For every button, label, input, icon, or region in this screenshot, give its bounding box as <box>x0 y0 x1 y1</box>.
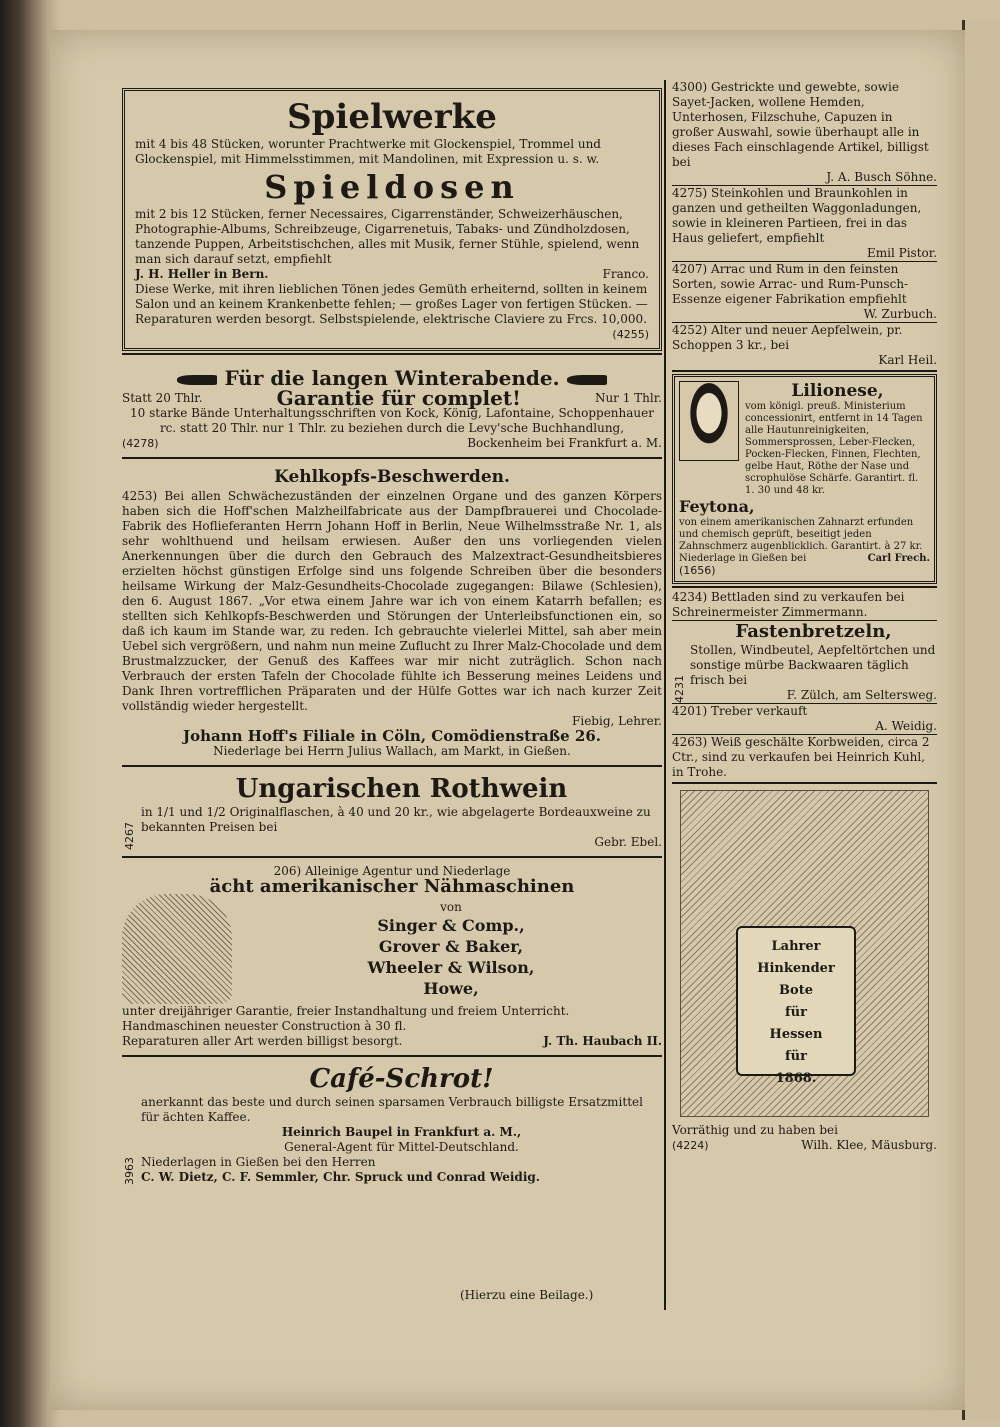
ad-kehlkopf <box>122 461 662 763</box>
naeh-maker: Howe, <box>423 978 479 998</box>
almanac-line: Lahrer <box>771 939 821 954</box>
cafe-num: 3963 <box>123 1157 136 1185</box>
naeh-von: von <box>440 899 462 914</box>
almanac-line: Hessen <box>769 1027 823 1042</box>
divider <box>672 370 937 372</box>
almanac-scroll <box>736 926 856 1086</box>
almanac-num: (4224) <box>672 1139 709 1152</box>
winter-garantie: Garantie für complet! <box>276 386 521 410</box>
spielwerke-seller: J. H. Heller in Bern. <box>135 267 269 281</box>
kehl-signer: Fiebig, Lehrer. <box>572 714 662 728</box>
cafe-nied: Niederlagen in Gießen bei den Herren <box>141 1155 376 1169</box>
naeh-hand: Handmaschinen neuester Construction à 30 fl. <box>122 1019 407 1033</box>
ad-4207-seller: W. Zurbuch. <box>863 307 937 321</box>
winter-place: Bockenheim bei Frankfurt a. M. <box>467 436 662 450</box>
cafe-text: anerkannt das beste und durch seinen sparsamen Verbrauch billigste Ersatzmittel für ächten Kaffee. <box>141 1095 643 1124</box>
ad-4201: 4201) Treber verkauft <box>672 704 808 718</box>
cafe-maker: Heinrich Baupel in Frankfurt a. M., <box>281 1125 522 1139</box>
spieldosen-title: Spieldosen <box>264 168 520 206</box>
fasten-text: Stollen, Windbeutel, Aepfeltörtchen und sonstige mürbe Backwaaren täglich frisch bei <box>690 643 936 687</box>
lilionese-seller: Carl Frech. <box>867 553 930 564</box>
footer-note: (Hierzu eine Beilage.) <box>460 1288 594 1302</box>
column-divider <box>664 80 666 1310</box>
ad-ungarisch <box>122 769 662 854</box>
cafe-title: Café-Schrot! <box>309 1064 494 1094</box>
almanac-line: 1868. <box>775 1071 817 1086</box>
kehl-text: 4253) Bei allen Schwächezuständen der einzelnen Organe und des ganzen Körpers haben sich die Hoff'schen Malzheilfabricate aus der Dampfbrauerei und Chocolade-Fabrik des Hoflieferanten Herrn Johann Hoff in Berlin, Neue Wilhelmsstraße Nr. 1, als sehr wohlthuend und heilsam erwiesen. Außer den uns vorliegenden vielen Anerkennungen über die durch den Gebrauch des Malzextract-Gesundheitsbieres erzielten höchst günstigen Erfolge sind uns folgende Schreiben über die besonders heilsame Wirkung der Malz-Gesundheits-Chocolade zugegangen: Bilawe (Schlesien), den 6. August 1867. „Vor etwa einem Jahre war ich von einem Katarrh befallen; es stellten sich Kehlkopfs-Beschwerden und Störungen der Unterleibsfunctionen ein, so daß ich kaum im Stande war, zu reden. Ich gebrauchte vielerlei Mittel, sah aber mein Uebel sich vergrößern, und nahm nun meine Zuflucht zu Ihrer Malz-Chocolade und dem Brustmalzzucker, der Genuß des Kaffees war mir nicht zuträglich. Schon nach Verbrauch der ersten Tafeln der Chocolade fühlte ich Besserung meines Leidens und Dank Ihren vortrefflichen Präparaten und der Hülfe Gottes war ich nach kurzer Zeit vollständig wieder hergestellt. <box>122 489 662 713</box>
ungar-text: in 1/1 und 1/2 Originalflaschen, à 40 und 20 kr., wie abgelagerte Bordeauxweine zu bekannten Preisen bei <box>141 805 651 834</box>
ad-spielwerke <box>122 88 662 351</box>
divider <box>122 353 662 355</box>
winter-title: Für die langen Winterabende. <box>224 366 560 390</box>
ungar-seller: Gebr. Ebel. <box>594 835 662 849</box>
fasten-seller: F. Zülch, am Seltersweg. <box>786 688 937 702</box>
fasten-num: 4231 <box>673 675 686 703</box>
ungar-title: Ungarischen Rothwein <box>235 774 568 804</box>
kehl-filiale: Johann Hoff's Filiale in Cöln, Comödienstraße 26. <box>183 727 601 745</box>
naeh-head: 206) Alleinige Agentur und Niederlage <box>273 864 511 878</box>
almanac-seller: Wilh. Klee, Mäusburg. <box>801 1138 937 1152</box>
spielwerke-line1: mit 4 bis 48 Stücken, worunter Prachtwerke mit Glockenspiel, Trommel und Glockenspiel, mit Himmelsstimmen, mit Mandolinen, mit Expression u. s. w. <box>135 137 601 166</box>
ad-4300: 4300) Gestrickte und gewebte, sowie Sayet-Jacken, wollene Hemden, Unterhosen, Filzschuhe, Capuzen in großer Auswahl, sowie überhaupt alle in dieses Fach einschlagende Artikel, billigst bei <box>672 80 929 169</box>
spielwerke-line3: Diese Werke, mit ihren lieblichen Tönen jedes Gemüth erheiternd, sollten in keinem Salon und an keinem Krankenbette fehlen; — großes Lager von fertigen Stücken. — Reparaturen werden besorgt. Selbstspielende, elektrische Claviere zu Frcs. 10,000. <box>135 282 648 326</box>
divider <box>122 1055 662 1057</box>
kehl-niederlage: Niederlage bei Herrn Julius Wallach, am Markt, in Gießen. <box>213 744 571 758</box>
winter-statt: Statt 20 Thlr. <box>122 391 203 405</box>
ad-winter <box>122 357 662 455</box>
kehl-title: Kehlkopfs-Beschwerden. <box>274 467 510 487</box>
ad-4207: 4207) Arrac und Rum in den feinsten Sorten, sowie Arrac- und Rum-Punsch-Essenze eigener Fabrikation empfiehlt <box>672 262 909 306</box>
ad-4275: 4275) Steinkohlen und Braunkohlen in ganzen und getheilten Waggonladungen, sowie in kleineren Partieen, frei in das Haus geliefert, empfiehlt <box>672 186 922 245</box>
portrait-illustration <box>679 381 739 461</box>
ad-lilionese <box>672 374 937 584</box>
ad-cafe <box>122 1059 662 1189</box>
sewing-woman-illustration <box>122 894 232 1004</box>
ad-fastenbretzeln <box>672 621 937 703</box>
ad-4263: 4263) Weiß geschälte Korbweiden, circa 2 Ctr., sind zu verkaufen bei Heinrich Kuhl, in Trohe. <box>672 735 930 779</box>
left-column <box>122 88 662 1189</box>
ungar-num: 4267 <box>123 822 136 850</box>
ad-4275-seller: Emil Pistor. <box>867 246 937 260</box>
almanac-illustration <box>680 790 929 1117</box>
pointing-hand-icon <box>177 375 217 385</box>
naeh-rep: Reparaturen aller Art werden billigst besorgt. <box>122 1034 403 1048</box>
ad-4252: 4252) Alter und neuer Aepfelwein, pr. Schoppen 3 kr., bei <box>672 323 903 352</box>
fasten-title: Fastenbretzeln, <box>735 621 892 642</box>
ad-4201-seller: A. Weidig. <box>875 719 937 733</box>
right-column <box>672 80 937 1153</box>
lilionese-num: (1656) <box>679 564 716 577</box>
lilionese-text: vom königl. preuß. Ministerium concessionirt, entfernt in 14 Tagen alle Hautunreinigkeiten, Sommersprossen, Leber-Flecken, Pocken-Flecken, Finnen, Flechten, gelbe Haut, Röthe der Nase und scrophulöse Schärfe. Garantirt. fl. 1. 30 und 48 kr. <box>745 401 923 496</box>
divider <box>122 765 662 767</box>
spielwerke-line2: mit 2 bis 12 Stücken, ferner Necessaires, Cigarrenständer, Schweizerhäuschen, Photographie-Albums, Schreibzeuge, Cigarrenetuis, Tabaks- und Zündholzdosen, tanzende Puppen, Arbeitstischchen, alles mit Musik, ferner Stühle, spielend, wenn man sich darauf setzt, empfiehlt <box>135 207 640 266</box>
divider <box>122 856 662 858</box>
spielwerke-num: (4255) <box>612 328 649 341</box>
winter-text: 10 starke Bände Unterhaltungsschriften von Kock, König, Lafontaine, Schoppenhauer rc. statt 20 Thlr. nur 1 Thlr. zu beziehen durch die Levy'sche Buchhandlung, <box>130 406 654 435</box>
ad-naehmaschinen <box>122 860 662 1053</box>
ad-4234: 4234) Bettladen sind zu verkaufen bei Schreinermeister Zimmermann. <box>672 590 905 619</box>
feytona-text: von einem amerikanischen Zahnarzt erfunden und chemisch geprüft, beseitigt jeden Zahnschmerz augenblicklich. Garantirt. à 27 kr. <box>679 517 923 552</box>
almanac-text: Vorräthig und zu haben bei <box>672 1123 838 1137</box>
cafe-names: C. W. Dietz, C. F. Semmler, Chr. Spruck und Conrad Weidig. <box>141 1170 540 1184</box>
cafe-agent: General-Agent für Mittel-Deutschland. <box>284 1140 519 1154</box>
next-page-edge <box>962 20 1000 1420</box>
ad-4300-seller: J. A. Busch Söhne. <box>826 170 937 184</box>
naeh-maker: Singer & Comp., <box>377 915 525 935</box>
feytona-title: Feytona, <box>679 497 755 516</box>
almanac-line: Hinkender Bote <box>757 961 835 998</box>
divider <box>122 457 662 459</box>
almanac-line: für <box>785 1005 807 1020</box>
almanac-line: für <box>785 1049 807 1064</box>
pointing-hand-icon <box>567 375 607 385</box>
winter-num: (4278) <box>122 437 159 450</box>
ad-4252-seller: Karl Heil. <box>878 353 937 367</box>
divider <box>672 782 937 784</box>
divider <box>672 586 937 588</box>
naeh-text: unter dreijähriger Garantie, freier Instandhaltung und freiem Unterricht. <box>122 1004 570 1018</box>
lilionese-title: Lilionese, <box>791 381 884 401</box>
naeh-title: ächt amerikanischer Nähmaschinen <box>209 876 575 897</box>
spielwerke-title: Spielwerke <box>287 97 497 137</box>
lilionese-nied: Niederlage in Gießen bei <box>679 553 807 564</box>
naeh-maker: Wheeler & Wilson, <box>367 957 535 977</box>
naeh-maker: Grover & Baker, <box>378 936 524 956</box>
winter-nur: Nur 1 Thlr. <box>594 391 662 405</box>
spielwerke-franco: Franco. <box>602 267 649 281</box>
naeh-seller: J. Th. Haubach II. <box>543 1034 662 1048</box>
